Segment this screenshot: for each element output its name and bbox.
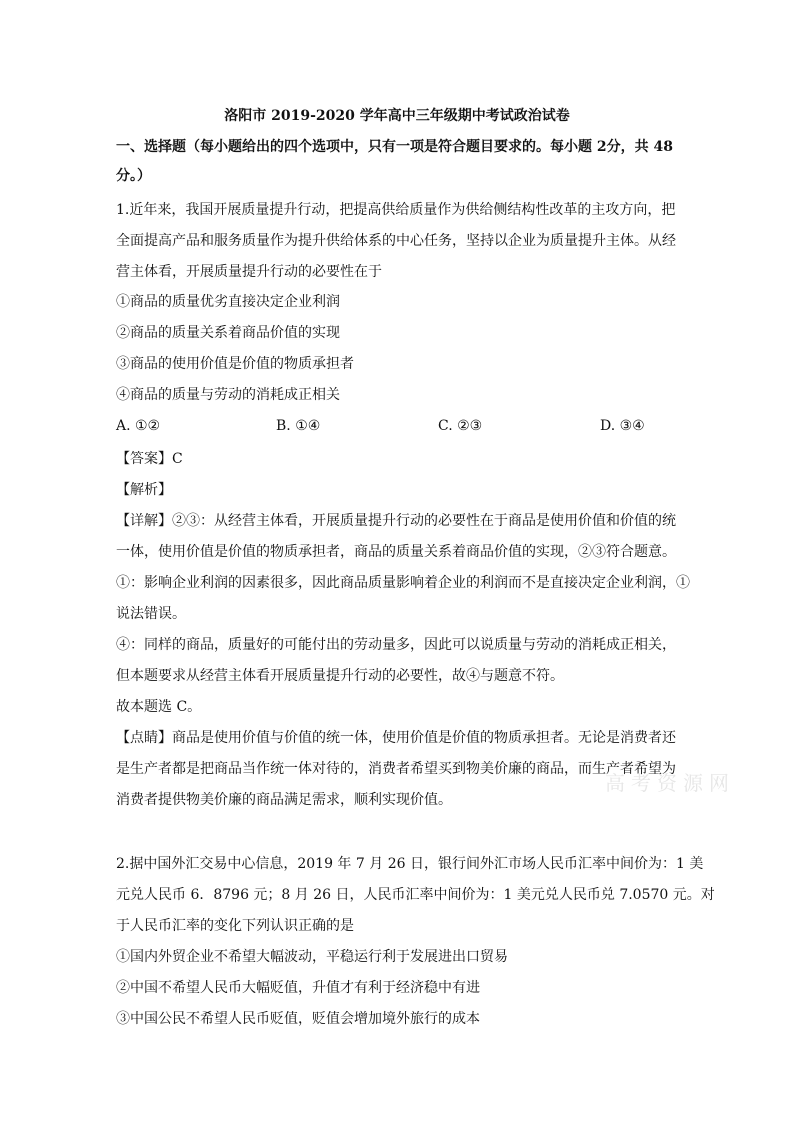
q1-option-c: C. ②③	[438, 418, 483, 434]
q1-statement-3: ③商品的使用价值是价值的物质承担者	[116, 356, 354, 372]
q1-answer: 【答案】C	[116, 451, 183, 467]
q1-tip-line-3: 消费者提供物美价廉的商品满足需求，顺利实现价值。	[116, 792, 452, 808]
q2-statement-3: ③中国公民不希望人民币贬值，贬值会增加境外旅行的成本	[116, 1011, 480, 1027]
q1-statement-1: ①商品的质量优劣直接决定企业利润	[116, 294, 340, 310]
q2-stem-line-1: 2.据中国外汇交易中心信息，2019 年 7 月 26 日，银行间外汇市场人民币汇率中间价为：1 美	[116, 856, 704, 872]
q1-option-b: B. ①④	[276, 418, 321, 434]
q2-statement-1: ①国内外贸企业不希望大幅波动，平稳运行利于发展进出口贸易	[116, 949, 508, 965]
q1-detail-line-7: 故本题选 C。	[116, 699, 202, 715]
q1-tip-line-1: 【点睛】商品是使用价值与价值的统一体，使用价值是价值的物质承担者。无论是消费者还	[116, 730, 676, 746]
q1-option-a: A. ①②	[116, 418, 161, 434]
q1-statement-4: ④商品的质量与劳动的消耗成正相关	[116, 387, 340, 403]
q1-statement-2: ②商品的质量关系着商品价值的实现	[116, 325, 340, 341]
page-title: 洛阳市 2019-2020 学年高中三年级期中考试政治试卷	[224, 108, 570, 124]
q1-detail-line-1: 【详解】②③：从经营主体看，开展质量提升行动的必要性在于商品是使用价值和价值的统	[116, 513, 676, 529]
q1-detail-line-5: ④：同样的商品，质量好的可能付出的劳动量多，因此可以说质量与劳动的消耗成正相关，	[116, 637, 676, 653]
q1-detail-line-3: ①：影响企业利润的因素很多，因此商品质量影响着企业的利润而不是直接决定企业利润，①	[116, 575, 690, 591]
q1-stem-line-3: 营主体看，开展质量提升行动的必要性在于	[116, 264, 382, 280]
q1-stem-line-1: 1.近年来，我国开展质量提升行动，把提高供给质量作为供给侧结构性改革的主攻方向，把	[116, 202, 676, 218]
q2-statement-2: ②中国不希望人民币大幅贬值，升值才有利于经济稳中有进	[116, 980, 480, 996]
q1-detail-line-4: 说法错误。	[116, 606, 186, 622]
watermark: 高考资源网	[605, 771, 735, 795]
section-header-line-1: 一、选择题（每小题给出的四个选项中，只有一项是符合题目要求的。每小题 2分，共 48	[116, 139, 673, 155]
q1-detail-line-2: 一体，使用价值是价值的物质承担者，商品的质量关系着商品价值的实现，②③符合题意。	[116, 544, 676, 560]
q1-detail-line-6: 但本题要求从经营主体看开展质量提升行动的必要性，故④与题意不符。	[116, 668, 564, 684]
q1-analysis-label: 【解析】	[116, 482, 172, 498]
q2-stem-line-2: 元兑人民币 6．8796 元；8 月 26 日，人民币汇率中间价为：1 美元兑人民币兑 7.0570 元。对	[116, 887, 715, 903]
q1-tip-line-2: 是生产者都是把商品当作统一体对待的，消费者希望买到物美价廉的商品，而生产者希望为	[116, 761, 676, 777]
q1-stem-line-2: 全面提高产品和服务质量作为提升供给体系的中心任务，坚持以企业为质量提升主体。从经	[116, 233, 676, 249]
section-header-line-2: 分。）	[116, 168, 151, 184]
q2-stem-line-3: 于人民币汇率的变化下列认识正确的是	[116, 918, 354, 934]
q1-option-d: D. ③④	[600, 418, 645, 434]
